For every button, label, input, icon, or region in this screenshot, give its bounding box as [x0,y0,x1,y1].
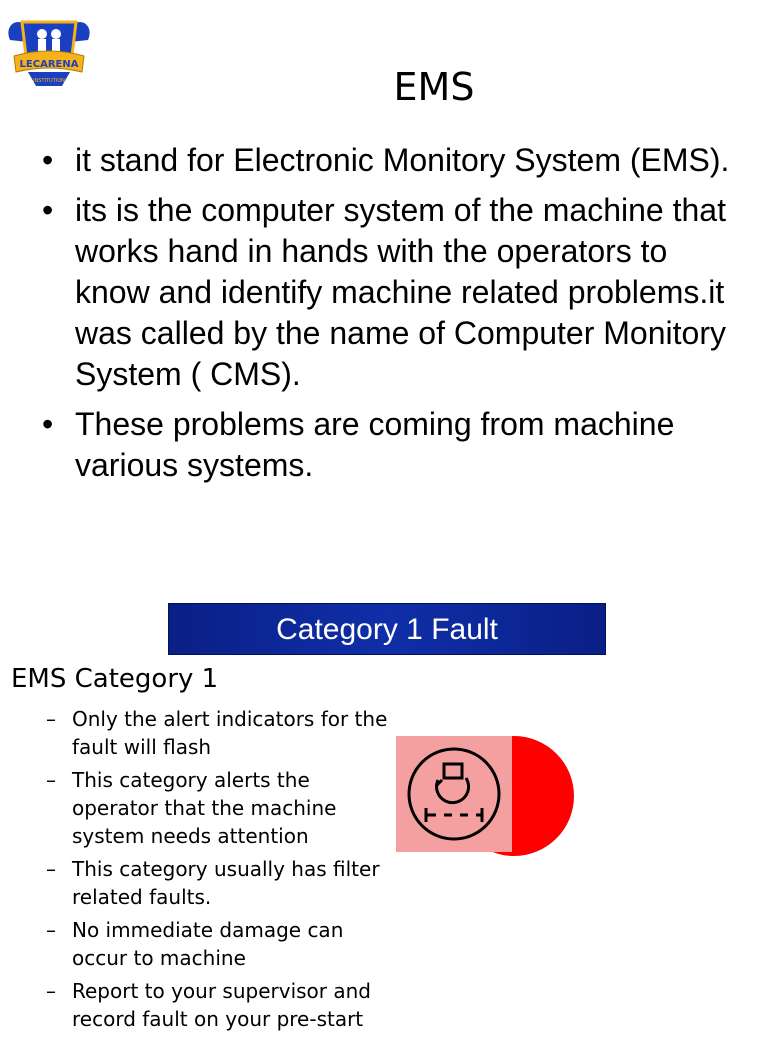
list-item-text: Report to your supervisor and record fault on your pre-start [72,979,371,1031]
dash-marker: – [46,707,56,731]
bullet-text: These problems are coming from machine various systems. [75,406,675,483]
list-item-text: No immediate damage can occur to machine [72,918,344,970]
list-item [46,916,396,972]
bullet-marker: • [42,406,54,442]
dash-marker: – [46,918,56,942]
bullet-item [42,140,742,181]
list-item [46,977,396,1033]
bullet-text: it stand for Electronic Monitory System (EMS). [75,142,730,178]
logo-text: LECARENA [19,59,79,70]
category-list [46,705,396,1038]
slide-title: EMS [393,65,475,109]
dash-marker: – [46,768,56,792]
list-item-text: This category alerts the operator that the machine system needs attention [72,768,337,848]
icon-square [396,736,512,852]
list-item [46,766,396,850]
bullet-marker: • [42,142,54,178]
logo-subtext: INSTITUTION [33,78,65,84]
dash-marker: – [46,979,56,1003]
bullet-item [42,190,742,395]
dash-marker: – [46,857,56,881]
bullet-text: its is the computer system of the machine that works hand in hands with the operators to know and identify machine related problems.it was called by the name of Computer Monitory System ( CMS). [75,192,726,392]
fault-indicator-graphic [396,734,576,858]
bullet-list [42,140,742,495]
section-subheading: EMS Category 1 [11,664,219,694]
bullet-item [42,404,742,486]
category-banner: Category 1 Fault [168,603,606,655]
list-item [46,855,396,911]
list-item-text: Only the alert indicators for the fault will flash [72,707,388,759]
list-item [46,705,396,761]
list-item-text: This category usually has filter related faults. [72,857,380,909]
bullet-marker: • [42,192,54,228]
